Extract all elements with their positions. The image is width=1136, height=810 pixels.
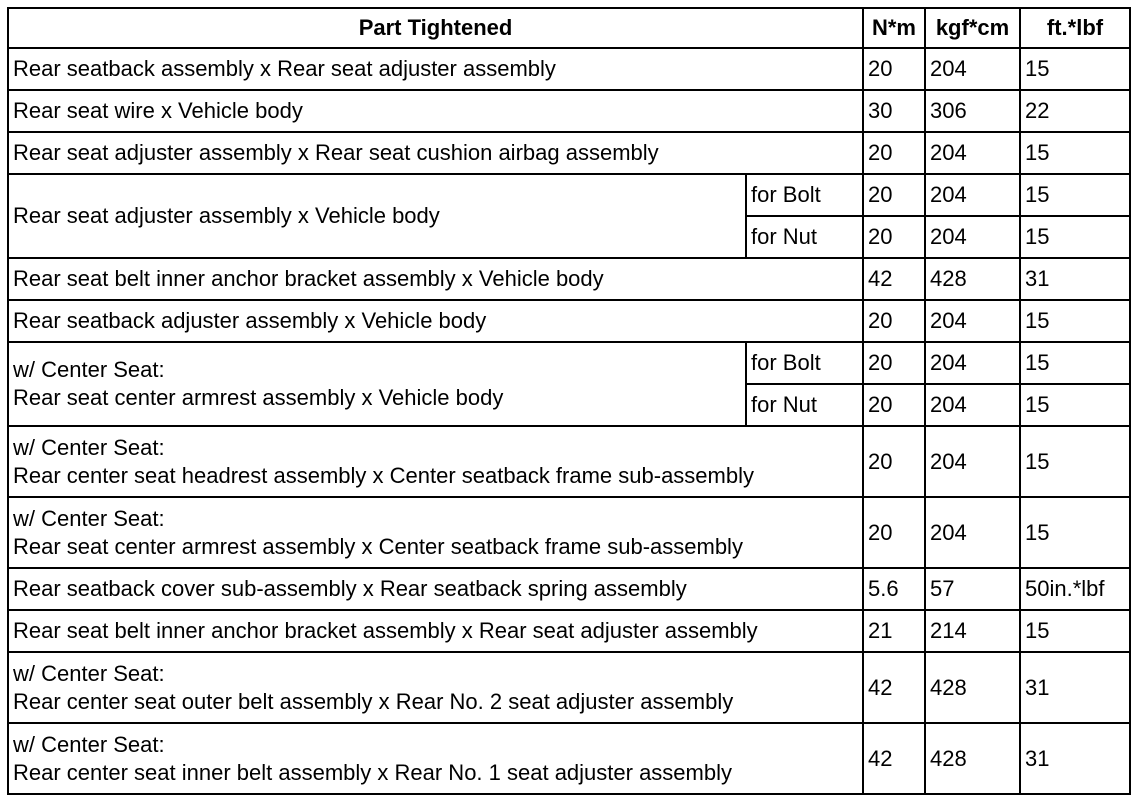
condition-label: w/ Center Seat: xyxy=(13,505,165,531)
table-row xyxy=(8,90,1130,132)
ftlbf-cell: 15 xyxy=(1020,300,1130,342)
ftlbf-cell: 31 xyxy=(1020,723,1130,794)
nm-cell: 20 xyxy=(863,48,925,90)
table-row xyxy=(8,258,1130,300)
nm-cell: 20 xyxy=(863,497,925,568)
nm-cell: 20 xyxy=(863,216,925,258)
ftlbf-cell: 15 xyxy=(1020,342,1130,384)
ftlbf-cell: 15 xyxy=(1020,384,1130,426)
part-cell: Rear seatback cover sub-assembly x Rear seatback spring assembly xyxy=(8,568,863,610)
nm-cell: 5.6 xyxy=(863,568,925,610)
nm-cell: 42 xyxy=(863,652,925,723)
kgf-cell: 204 xyxy=(925,300,1020,342)
nm-cell: 21 xyxy=(863,610,925,652)
condition-label: w/ Center Seat: xyxy=(13,731,165,757)
part-cell: Rear seat adjuster assembly x Vehicle body xyxy=(8,174,746,258)
fastener-cell: for Bolt xyxy=(746,174,863,216)
table-row xyxy=(8,132,1130,174)
table-row xyxy=(8,497,1130,568)
header-row xyxy=(8,8,1130,48)
nm-cell: 30 xyxy=(863,90,925,132)
condition-label: w/ Center Seat: xyxy=(13,434,165,460)
part-cell xyxy=(8,723,863,794)
ftlbf-cell: 15 xyxy=(1020,610,1130,652)
kgf-cell: 306 xyxy=(925,90,1020,132)
table-row xyxy=(8,723,1130,794)
table-row xyxy=(8,342,1130,384)
kgf-cell: 204 xyxy=(925,342,1020,384)
kgf-cell: 204 xyxy=(925,174,1020,216)
table-row xyxy=(8,568,1130,610)
table-row xyxy=(8,652,1130,723)
nm-cell: 20 xyxy=(863,426,925,497)
nm-cell: 20 xyxy=(863,384,925,426)
part-cell xyxy=(8,497,863,568)
header-kgf-cm: kgf*cm xyxy=(925,8,1020,48)
kgf-cell: 204 xyxy=(925,216,1020,258)
part-cell xyxy=(8,342,746,426)
part-label: Rear center seat headrest assembly x Center seatback frame sub-assembly xyxy=(13,462,754,488)
fastener-cell: for Nut xyxy=(746,216,863,258)
nm-cell: 42 xyxy=(863,723,925,794)
nm-cell: 20 xyxy=(863,132,925,174)
nm-cell: 20 xyxy=(863,174,925,216)
kgf-cell: 428 xyxy=(925,258,1020,300)
condition-label: w/ Center Seat: xyxy=(13,660,165,686)
kgf-cell: 57 xyxy=(925,568,1020,610)
part-label: Rear seat center armrest assembly x Center seatback frame sub-assembly xyxy=(13,533,743,559)
header-ft-lbf: ft.*lbf xyxy=(1020,8,1130,48)
table-row xyxy=(8,300,1130,342)
table-row xyxy=(8,48,1130,90)
ftlbf-cell: 31 xyxy=(1020,652,1130,723)
table-row xyxy=(8,174,1130,216)
part-cell xyxy=(8,426,863,497)
part-label: Rear seat center armrest assembly x Vehicle body xyxy=(13,385,504,410)
kgf-cell: 428 xyxy=(925,723,1020,794)
kgf-cell: 204 xyxy=(925,48,1020,90)
fastener-cell: for Bolt xyxy=(746,342,863,384)
nm-cell: 20 xyxy=(863,300,925,342)
part-cell: Rear seat adjuster assembly x Rear seat cushion airbag assembly xyxy=(8,132,863,174)
part-label: Rear center seat inner belt assembly x Rear No. 1 seat adjuster assembly xyxy=(13,759,732,785)
torque-spec-table xyxy=(7,7,1131,795)
header-part-tightened: Part Tightened xyxy=(8,8,863,48)
table-row xyxy=(8,426,1130,497)
kgf-cell: 204 xyxy=(925,426,1020,497)
part-cell: Rear seatback assembly x Rear seat adjuster assembly xyxy=(8,48,863,90)
ftlbf-cell: 50in.*lbf xyxy=(1020,568,1130,610)
kgf-cell: 204 xyxy=(925,132,1020,174)
nm-cell: 20 xyxy=(863,342,925,384)
ftlbf-cell: 15 xyxy=(1020,48,1130,90)
header-nm: N*m xyxy=(863,8,925,48)
kgf-cell: 214 xyxy=(925,610,1020,652)
ftlbf-cell: 15 xyxy=(1020,174,1130,216)
kgf-cell: 204 xyxy=(925,497,1020,568)
ftlbf-cell: 31 xyxy=(1020,258,1130,300)
ftlbf-cell: 15 xyxy=(1020,426,1130,497)
part-cell: Rear seat belt inner anchor bracket assembly x Rear seat adjuster assembly xyxy=(8,610,863,652)
ftlbf-cell: 15 xyxy=(1020,497,1130,568)
ftlbf-cell: 22 xyxy=(1020,90,1130,132)
table-row xyxy=(8,610,1130,652)
kgf-cell: 428 xyxy=(925,652,1020,723)
ftlbf-cell: 15 xyxy=(1020,132,1130,174)
part-cell: Rear seat wire x Vehicle body xyxy=(8,90,863,132)
part-cell xyxy=(8,652,863,723)
kgf-cell: 204 xyxy=(925,384,1020,426)
part-label: Rear center seat outer belt assembly x Rear No. 2 seat adjuster assembly xyxy=(13,688,734,714)
part-cell: Rear seat belt inner anchor bracket assembly x Vehicle body xyxy=(8,258,863,300)
part-cell: Rear seatback adjuster assembly x Vehicle body xyxy=(8,300,863,342)
condition-label: w/ Center Seat: xyxy=(13,357,165,382)
fastener-cell: for Nut xyxy=(746,384,863,426)
nm-cell: 42 xyxy=(863,258,925,300)
ftlbf-cell: 15 xyxy=(1020,216,1130,258)
